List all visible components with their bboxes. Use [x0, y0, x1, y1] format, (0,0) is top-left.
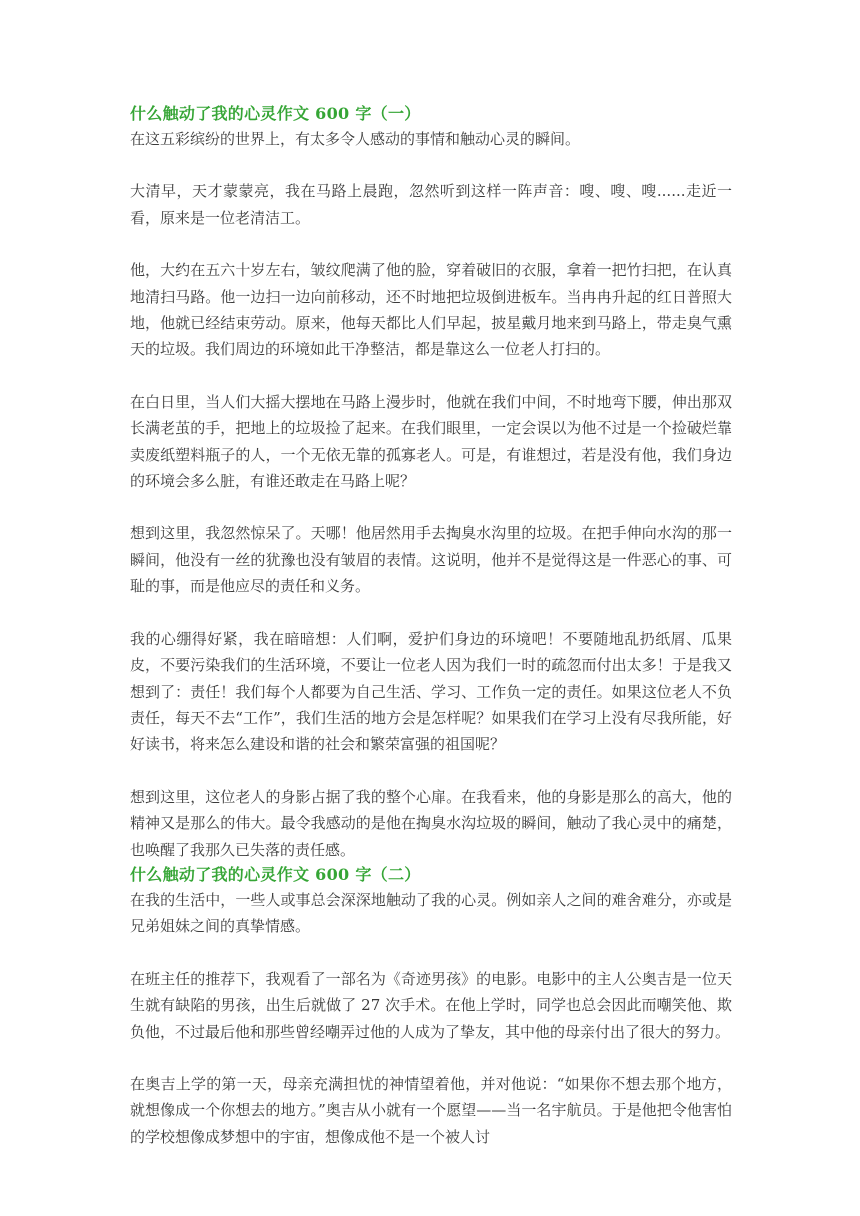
- article-1-title: 什么触动了我的心灵作文 600 字（一）: [130, 104, 421, 123]
- article-1-paragraph: 想到这里，我忽然惊呆了。天哪！他居然用手去掏臭水沟里的垃圾。在把手伸向水沟的那一瞬间，他没有一丝的犹豫也没有皱眉的表情。这说明，他并不是觉得这是一件恶心的事、可耻的事，而是他应尽的责任和义务。: [130, 524, 732, 596]
- article-2-paragraph: 在奥吉上学的第一天，母亲充满担忧的神情望着他，并对他说：“如果你不想去那个地方，就想像成一个你想去的地方。”奥吉从小就有一个愿望——当一名宇航员。于是他把令他害怕的学校想像成梦想中的宇宙，想像成他不是一个被人讨: [130, 1074, 732, 1146]
- article-1-paragraph: 我的心绷得好紧，我在暗暗想：人们啊，爱护们身边的环境吧！不要随地乱扔纸屑、瓜果皮，不要污染我们的生活环境，不要让一位老人因为我们一时的疏忽而付出太多！于是我又想到了：责任！我们每个人都要为自己生活、学习、工作负一定的责任。如果这位老人不负责任，每天不去“工作”，我们生活的地方会是怎样呢？如果我们在学习上没有尽我所能，好好读书，将来怎么建设和谐的社会和繁荣富强的祖国呢？: [130, 629, 732, 754]
- article-2-title: 什么触动了我的心灵作文 600 字（二）: [130, 864, 421, 884]
- paragraph-gap: [130, 758, 732, 784]
- document-page: [130, 102, 732, 1150]
- paragraph-gap: [130, 494, 732, 520]
- article-1-paragraph: 他，大约在五六十岁左右，皱纹爬满了他的脸，穿着破旧的衣服，拿着一把竹扫把，在认真地清扫马路。他一边扫一边向前移动，还不时地把垃圾倒进板车。当冉冉升起的红日普照大地，他就已经结束劳动。原来，他每天都比人们早起，披星戴月地来到马路上，带走臭气熏天的垃圾。我们周边的环境如此干净整洁，都是靠这么一位老人打扫的。: [130, 261, 732, 359]
- article-1-paragraph: 大清早，天才蒙蒙亮，我在马路上晨跑，忽然听到这样一阵声音：嗖、嗖、嗖......走近一看，原来是一位老清洁工。: [130, 182, 732, 227]
- paragraph-gap: [130, 152, 732, 178]
- paragraph-gap: [130, 363, 732, 389]
- paragraph-gap: [130, 231, 732, 257]
- paragraph-gap: [130, 1045, 732, 1071]
- article-1-paragraph: 想到这里，这位老人的身影占据了我的整个心扉。在我看来，他的身影是那么的高大，他的精神又是那么的伟大。最令我感动的是他在掏臭水沟垃圾的瞬间，触动了我心灵中的痛楚，也唤醒了我那久已失落的责任感。: [130, 787, 732, 859]
- article-1-paragraph: 在这五彩缤纷的世界上，有太多令人感动的事情和触动心灵的瞬间。: [130, 130, 581, 148]
- article-1-paragraph: 在白日里，当人们大摇大摆地在马路上漫步时，他就在我们中间，不时地弯下腰，伸出那双长满老茧的手，把地上的垃圾捡了起来。在我们眼里，一定会误以为他不过是一个捡破烂靠卖废纸塑料瓶子的人，一个无依无靠的孤寡老人。可是，有谁想过，若是没有他，我们身边的环境会多么脏，有谁还敢走在马路上呢？: [130, 392, 732, 491]
- paragraph-gap: [130, 940, 732, 966]
- article-2-paragraph: 在我的生活中，一些人或事总会深深地触动了我的心灵。例如亲人之间的难舍难分，亦或是兄弟姐妹之间的真挚情感。: [130, 890, 732, 936]
- paragraph-gap: [130, 600, 732, 626]
- article-2-paragraph: 在班主任的推荐下，我观看了一部名为《奇迹男孩》的电影。电影中的主人公奥吉是一位天生就有缺陷的男孩，出生后就做了 27 次手术。在他上学时，同学也总会因此而嘲笑他、欺负他，不过最后他和那些曾经嘲弄过他的人成为了挚友，其中他的母亲付出了很大的努力。: [130, 969, 732, 1041]
